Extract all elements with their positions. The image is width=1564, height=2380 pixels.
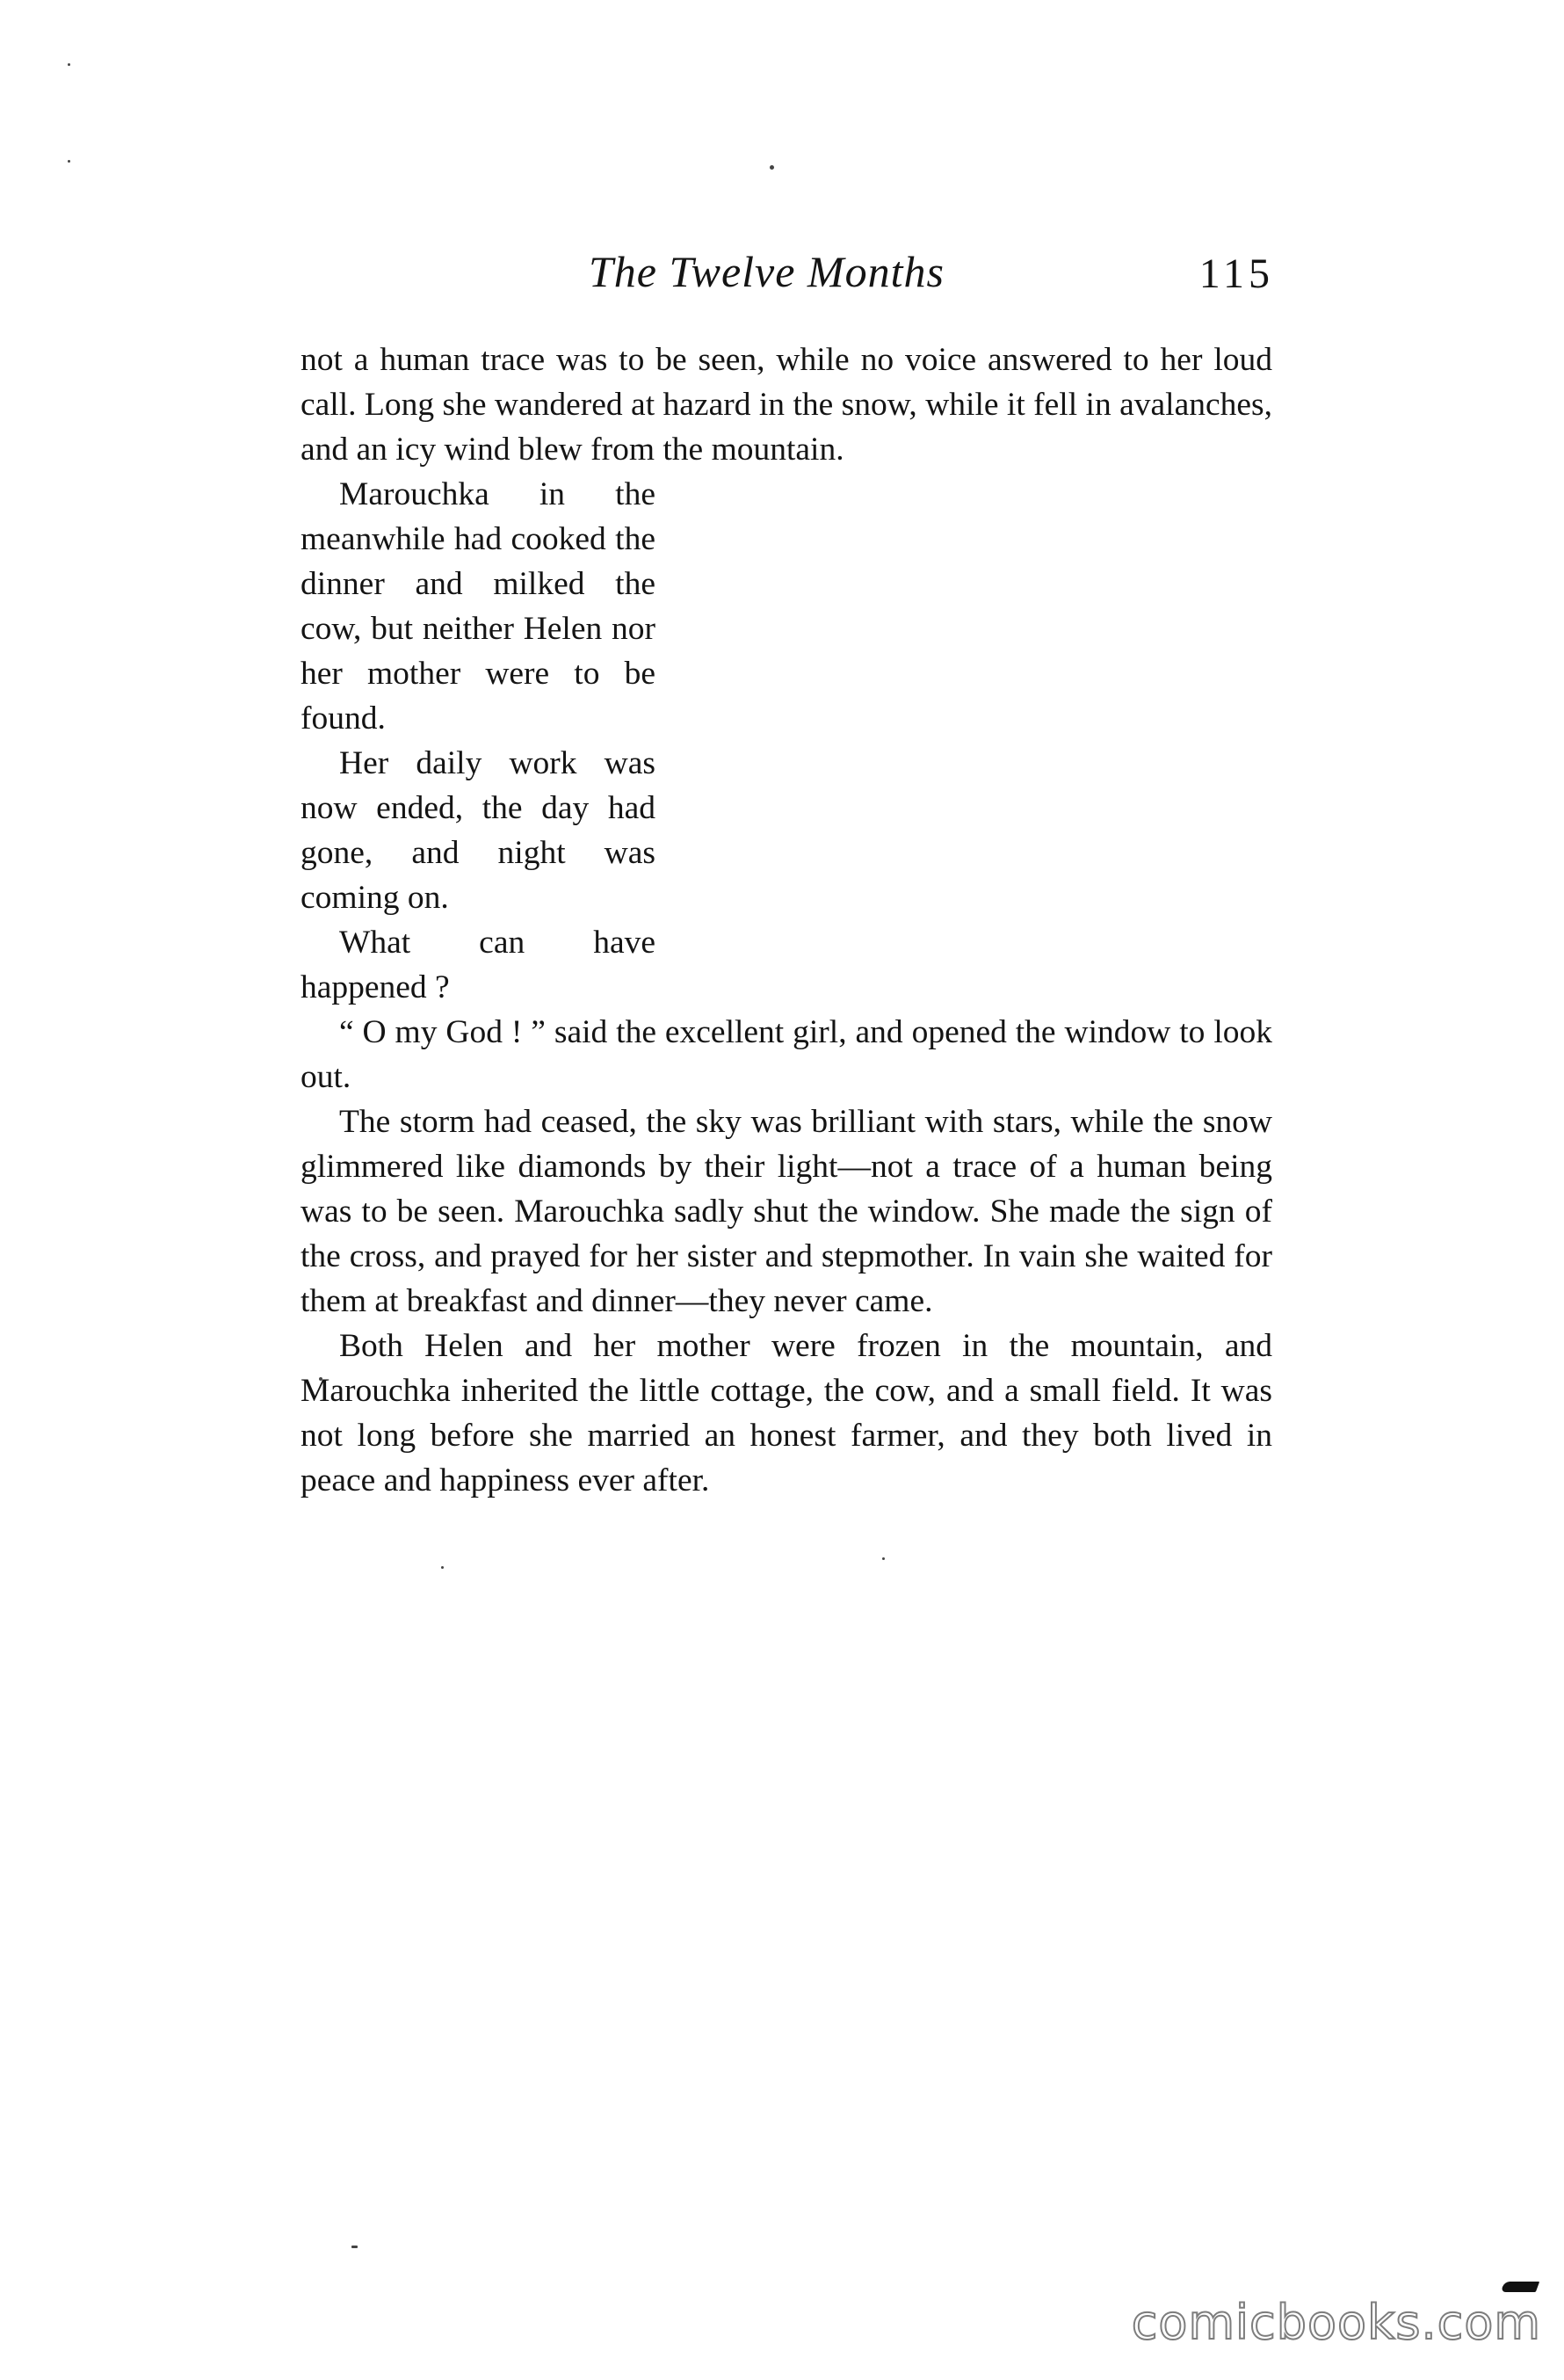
scan-speck: [68, 160, 70, 163]
paragraph: Marouchka in the meanwhile had cooked the dinner and milked the cow, but neither Helen nor her mother were to be found.: [300, 476, 655, 736]
paragraph: “ O my God ! ” said the excellent girl, and opened the window to look out.: [300, 1014, 1272, 1095]
paragraph: The storm had ceased, the sky was brilliant with stars, while the snow glimmered like diamonds by their light—not a trace of a human being was to be seen. Marouchka sadly shut the window. She made the sign of the cross, and prayed for her sister and stepmother. In vain she waited for them at breakfast and dinner—they never came.: [300, 1104, 1272, 1319]
running-title: The Twelve Months: [589, 247, 945, 296]
body-text: [300, 337, 1272, 1503]
scan-speck: [770, 165, 774, 170]
paragraph: Both Helen and her mother were frozen in the mountain, and Marouchka inherited the little cottage, the cow, and a small field. It was not long before she married an honest farmer, and they both lived in peace and happiness ever after.: [300, 1328, 1272, 1498]
scan-speck: [351, 2246, 358, 2248]
paragraph: What can have happened ?: [300, 925, 655, 1005]
watermark-mark: [1501, 2282, 1539, 2292]
paragraph: not a human trace was to be seen, while no voice answered to her loud call. Long she wandered at hazard in the snow, while it fell in avalanches, and an icy wind blew from the mountain.: [300, 342, 1272, 468]
scan-speck: [882, 1557, 885, 1560]
scan-speck: [441, 1566, 444, 1569]
watermark: comicbooks.com: [1131, 2295, 1541, 2350]
running-head: [299, 246, 1274, 308]
page-number: 115: [1198, 250, 1274, 297]
scan-speck: [68, 63, 70, 66]
paragraph: Her daily work was now ended, the day had gone, and night was coming on.: [300, 745, 655, 916]
